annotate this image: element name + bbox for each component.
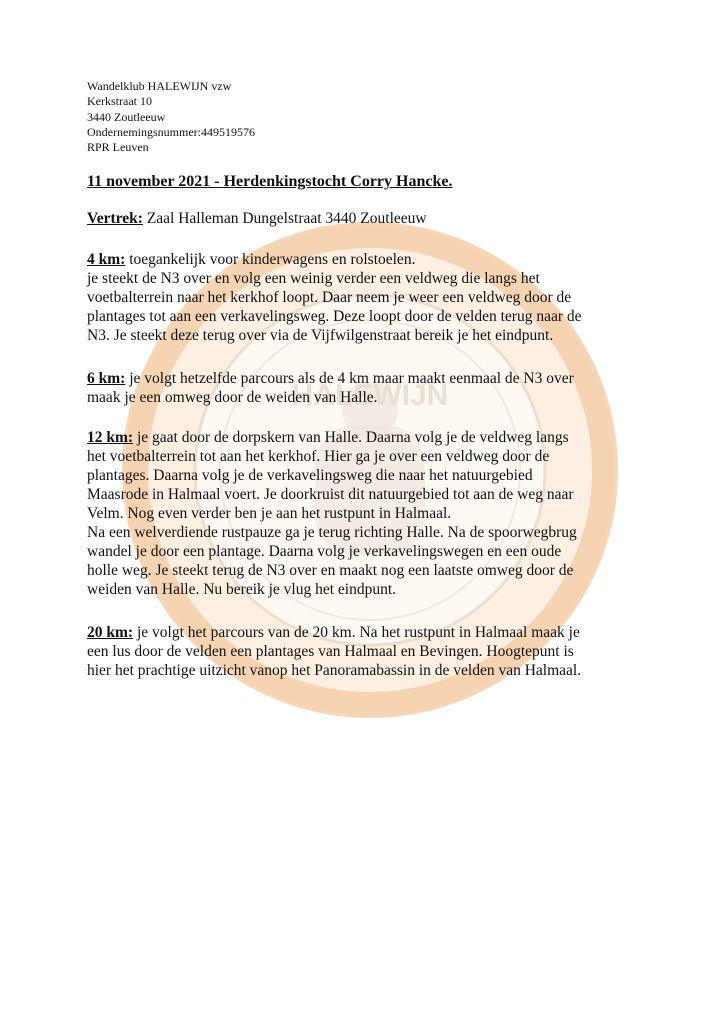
route-12km-line-3: Maasrode in Halmaal voert. Je doorkruist dit natuurgebied tot aan de weg naar — [87, 486, 574, 503]
route-4km-paragraph — [87, 250, 647, 345]
document-title: 11 november 2021 - Herdenkingstocht Corry Hancke. — [87, 173, 453, 190]
departure-paragraph — [87, 209, 647, 228]
route-12km-line-2: plantages. Daarna volg je de verkavelingsweg die naar het natuurgebied — [87, 467, 533, 484]
route-6km-label: 6 km: — [87, 370, 126, 387]
route-20km-line-2: hier het prachtige uitzicht vanop het Panoramabassin in de velden van Halmaal. — [87, 662, 582, 679]
org-rpr: RPR Leuven — [87, 140, 149, 155]
route-4km-line-1: je steekt de N3 over en volg een weinig verder een veldweg die langs het — [87, 270, 540, 287]
org-company-number: Ondernemingsnummer:449519576 — [87, 124, 255, 139]
route-12km-line-8: weiden van Halle. Nu bereik je vlug het eindpunt. — [87, 581, 397, 598]
route-12km-line-5: Na een welverdiende rustpauze ga je terug richting Halle. Na de spoorwegbrug — [87, 524, 577, 541]
route-20km-line-0: 20 km: je volgt het parcours van de 20 km. Na het rustpunt in Halmaal maak je — [87, 624, 580, 641]
route-4km-label: 4 km: — [87, 251, 126, 268]
departure-text: Zaal Halleman Dungelstraat 3440 Zoutleeuw — [146, 210, 427, 227]
route-4km-line-3: plantages tot aan een verkavelingsweg. Deze loopt door de velden terug naar de — [87, 308, 582, 325]
route-12km-line-7: holle weg. Je steekt terug de N3 over en maakt nog een laatste omweg door de — [87, 562, 574, 579]
route-12km-line-1: het voetbalterrein tot aan het kerkhof. Hier ga je over een veldweg door de — [87, 448, 550, 465]
departure-label: Vertrek: — [87, 210, 143, 227]
route-12km-line-6: wandel je door een plantage. Daarna volg je verkavelingswegen en een oude — [87, 543, 562, 560]
route-4km-line-0: 4 km: toegankelijk voor kinderwagens en rolstoelen. — [87, 251, 416, 268]
org-name: Wandelklub HALEWIJN vzw — [87, 79, 232, 93]
route-12km-line-0: 12 km: je gaat door de dorpskern van Halle. Daarna volg je de veldweg langs — [87, 429, 569, 446]
route-4km-line-2: voetbalterrein naar het kerkhof loopt. Daar neem je weer een veldweg door de — [87, 289, 572, 306]
organization-header — [87, 79, 255, 155]
route-12km-label: 12 km: — [87, 429, 134, 446]
route-20km-label: 20 km: — [87, 624, 134, 641]
org-city: 3440 Zoutleeuw — [87, 109, 166, 124]
route-12km-paragraph — [87, 428, 647, 599]
route-4km-line-4: N3. Je steekt deze terug over via de Vijfwilgenstraat bereik je het eindpunt. — [87, 327, 554, 344]
route-6km-line-0: 6 km: je volgt hetzelfde parcours als de 4 km maar maakt eenmaal de N3 over — [87, 370, 574, 387]
route-6km-line-1: maak je een omweg door de weiden van Halle. — [87, 389, 378, 406]
route-6km-paragraph — [87, 369, 647, 407]
org-street: Kerkstraat 10 — [87, 94, 152, 109]
route-20km-paragraph — [87, 623, 647, 680]
watermark-text: HALEWIJN — [291, 379, 449, 412]
route-20km-line-1: een lus door de velden een plantages van Halmaal en Bevingen. Hoogtepunt is — [87, 643, 574, 660]
route-12km-line-4: Velm. Nog even verder ben je aan het rustpunt in Halmaal. — [87, 505, 452, 522]
